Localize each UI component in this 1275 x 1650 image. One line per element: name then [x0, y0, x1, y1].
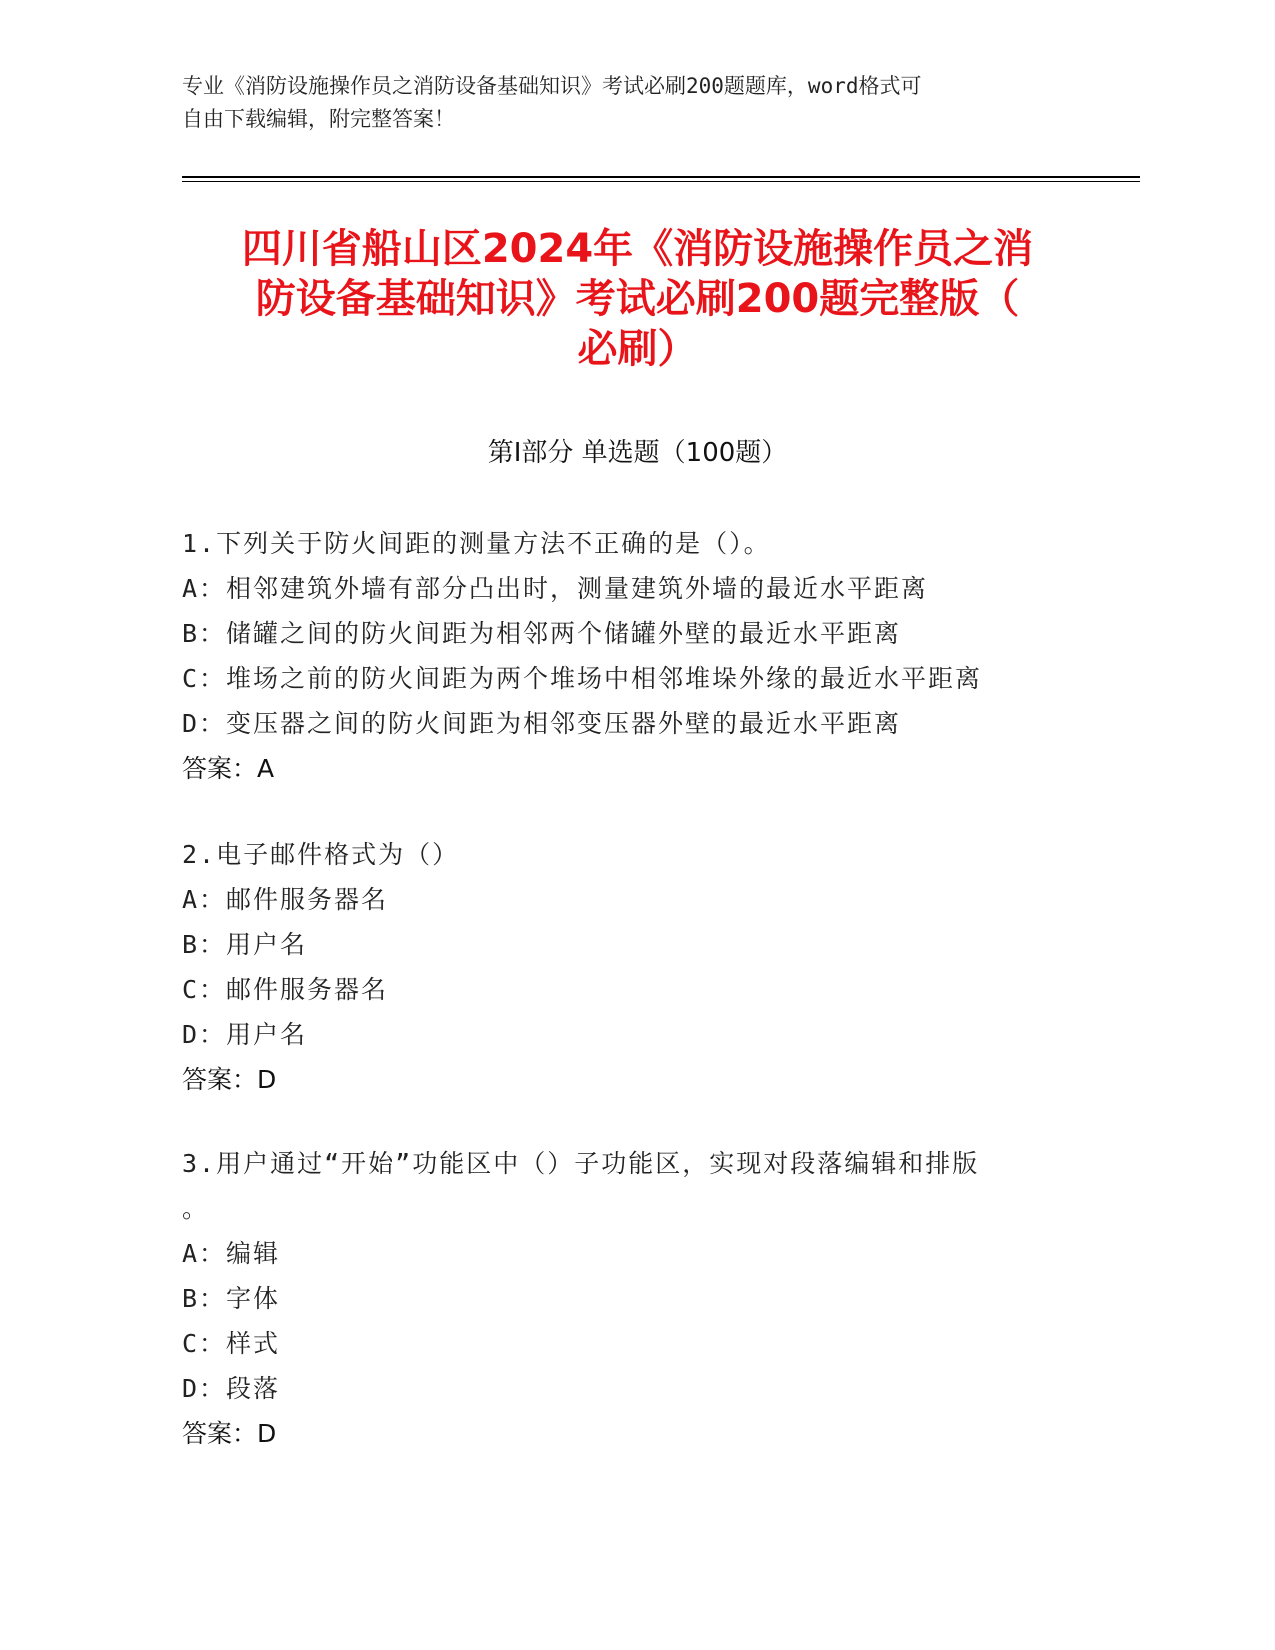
question-block: [182, 521, 1082, 791]
option-a: A：编辑: [182, 1239, 281, 1268]
header-note: [182, 70, 1082, 136]
question-stem: 2.电子邮件格式为（）: [182, 840, 460, 869]
question-block: [182, 832, 1082, 1102]
answer-line: 答案：D: [182, 1419, 277, 1448]
section-title: 第I部分 单选题（100题）: [487, 438, 788, 468]
option-a: A：邮件服务器名: [182, 885, 389, 914]
header-divider-thick: [182, 176, 1140, 178]
answer-line: 答案：D: [182, 1065, 277, 1094]
option-c: C：邮件服务器名: [182, 975, 389, 1004]
option-b: B：字体: [182, 1284, 281, 1313]
option-b: B：用户名: [182, 930, 308, 959]
question-stem-continued: 。: [182, 1194, 210, 1223]
document-title-line: 四川省船山区2024年《消防设施操作员之消: [241, 226, 1034, 272]
question-stem: 1.下列关于防火间距的测量方法不正确的是（）。: [182, 529, 771, 558]
header-note-line: 专业《消防设施操作员之消防设备基础知识》考试必刷200题题库，word格式可: [182, 74, 922, 98]
option-d: D：变压器之间的防火间距为相邻变压器外壁的最近水平距离: [182, 709, 902, 738]
answer-line: 答案：A: [182, 754, 275, 783]
option-c: C：样式: [182, 1329, 281, 1358]
question-stem: 3.用户通过“开始”功能区中（）子功能区，实现对段落编辑和排版: [182, 1149, 980, 1178]
document-title-line: 必刷）: [577, 326, 698, 372]
option-d: D：用户名: [182, 1020, 308, 1049]
question-block: [182, 1141, 1082, 1456]
option-c: C：堆场之前的防火间距为两个堆场中相邻堆垛外缘的最近水平距离: [182, 664, 983, 693]
option-a: A：相邻建筑外墙有部分凸出时，测量建筑外墙的最近水平距离: [182, 574, 929, 603]
option-b: B：储罐之间的防火间距为相邻两个储罐外壁的最近水平距离: [182, 619, 902, 648]
document-title-line: 防设备基础知识》考试必刷200题完整版（: [255, 276, 1020, 322]
document-title: [182, 224, 1093, 374]
header-note-line: 自由下载编辑，附完整答案！: [182, 107, 455, 131]
header-divider-thin: [182, 181, 1140, 182]
option-d: D：段落: [182, 1374, 281, 1403]
